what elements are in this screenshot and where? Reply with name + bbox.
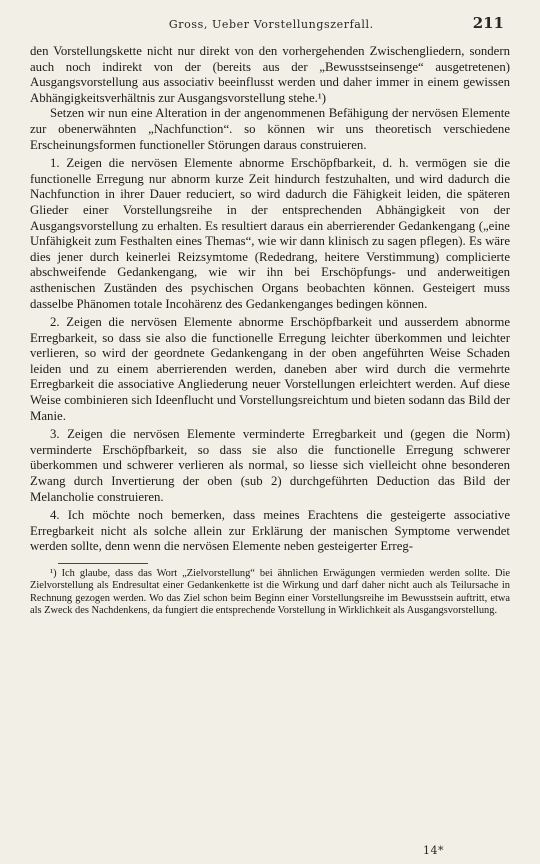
page-header <box>30 14 510 36</box>
footnote-divider <box>58 563 148 564</box>
signature-mark: 14* <box>423 844 444 857</box>
paragraph-point-4: 4. Ich möchte noch bemerken, dass meines Erachtens die gesteigerte associative Erregbarkeit nicht als solche allein zur Erklärung der manischen Symptome verwendet werden sollte, denn wenn die nervösen Elemente neben gesteigerter Erreg- <box>30 508 510 554</box>
paragraph-point-3: 3. Zeigen die nervösen Elemente verminderte Erregbarkeit und (gegen die Norm) verminderte Erschöpfbarkeit, so dass sie also die functionelle Erregung schwerer überkommen und schwerer verlieren als normal, so liesse sich vielleicht ohne besonderen Zwang durch Invertierung der oben (sub 2) durchgeführten Deduction das Bild der Melancholie construieren. <box>30 427 510 504</box>
page-number: 211 <box>472 14 504 32</box>
running-head: Gross, Ueber Vorstellungszerfall. <box>168 18 374 31</box>
body-text <box>30 44 510 555</box>
paragraph-alteration: Setzen wir nun eine Alteration in der angenommenen Befähigung der nervösen Elemente zur obenerwähnten „Nachfunction“. so können wir uns theoretisch verschiedene Erscheinungsformen functioneller Störungen daraus construieren. <box>30 106 510 152</box>
paragraph-point-2: 2. Zeigen die nervösen Elemente abnorme Erschöpfbarkeit und ausserdem abnorme Erregbarkeit, so dass sie also die functionelle Erregung leichter überkommen und leichter verlieren, so wird der geordnete Gedankengang in der oben angeführten Weise Schaden leiden und zu einem aberrierenden werden, daneben aber wird durch die vermehrte Erregbarkeit die associative Angliederung neuer Vorstellungen erleichtert werden. Auf diese Weise combinieren sich Ideenflucht und Vorstellungsreichtum und bieten sodann das Bild der Manie. <box>30 315 510 423</box>
paragraph-continued: den Vorstellungskette nicht nur direkt von den vorhergehenden Zwischengliedern, sondern auch noch indirekt von der (bereits aus der „Bewusstseinsenge“ ausgetretenen) Ausgangsvorstellung aus associativ beeinflusst werden und daher immer in einem gewissen Abhängigkeitsverhältnis zur Ausgangsvorstellung stehe.¹) <box>30 44 510 105</box>
paragraph-point-1: 1. Zeigen die nervösen Elemente abnorme Erschöpfbarkeit, d. h. vermögen sie die functionelle Erregung nur abnorm kurze Zeit hindurch festzuhalten, und wird dadurch die Nachfunction in ihrer Dauer reduciert, so wird dadurch die Fähigkeit leiden, die späteren Glieder einer Vorstellungsreihe in der entsprechenden Abhängigkeit von der Ausgangsvorstellung zu erhalten. Es resultiert daraus ein aberrierender Gedankengang („eine Unfähigkeit zum Festhalten eines Themas“, wie wir dann klinisch zu sagen pflegen). Es wäre dies jener durch keinerlei Reizsymtome (Rededrang, heitere Verstimmung) complicierte abschweifende Gedankengang, wie wir ihn bei Erschöpfungs- und anderweitigen asthenischen Zuständen des psychischen Organs beobachten können. Gesteigert muss dasselbe Phänomen totale Incohärenz des Gedankenganges bedingen können. <box>30 156 510 311</box>
footnote: ¹) Ich glaube, dass das Wort „Zielvorstellung“ bei ähnlichen Erwägungen vermieden werden sollte. Die Zielvorstellung als Endresultat einer Gedankenkette ist die Wirkung und darf daher nicht auch als Teilursache in Rechnung gezogen werden. Wo das Ziel schon beim Beginn einer Vorstellungsreihe im Bewusstsein auftritt, etwa als Zweck des Nachdenkens, da fungiert die entsprechende Vorstellung in Wirklichkeit als Ausgangsvorstellung. <box>30 568 510 616</box>
